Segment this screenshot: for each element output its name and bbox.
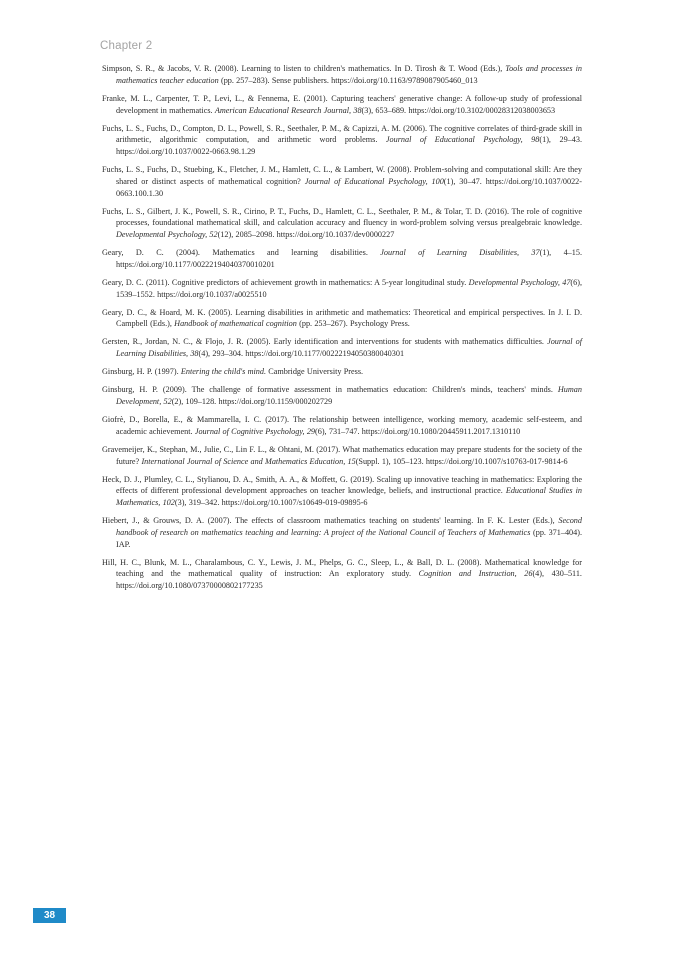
reference-source-title: American Educational Research Journal, 38	[214, 105, 362, 115]
reference-entry	[102, 206, 582, 241]
reference-text: Geary, D. C. (2011). Cognitive predictors of achievement growth in mathematics: A 5-year longitudinal study.	[102, 277, 469, 287]
reference-source-title: Second handbook of research on mathematics teaching and learning: A project of the National Council of Teachers of Mathematics	[116, 516, 582, 537]
reference-source-title: Journal of Educational Psychology, 98	[385, 135, 540, 145]
reference-source-title: Entering the child's mind.	[180, 367, 267, 377]
reference-text: Simpson, S. R., & Jacobs, V. R. (2008). Learning to listen to children's mathematics. In D. Tirosh & T. Wood (Eds.),	[102, 64, 506, 73]
reference-source-title: Tools and processes in mathematics teacher education	[116, 64, 583, 85]
reference-details: (3), 653–689. https://doi.org/10.3102/00028312038003653	[361, 105, 556, 115]
reference-text: Ginsburg, H. P. (2009). The challenge of formative assessment in mathematics education: Children's minds, teachers' minds.	[102, 385, 558, 395]
reference-details: (pp. 257–283). Sense publishers. https://doi.org/10.1163/9789087905460_013	[218, 75, 478, 85]
reference-list	[102, 63, 582, 598]
reference-entry	[102, 336, 582, 359]
reference-entry	[102, 444, 582, 467]
chapter-header: Chapter 2	[100, 40, 153, 52]
reference-source-title: Developmental Psychology, 52	[116, 230, 218, 239]
reference-entry	[102, 414, 582, 437]
reference-entry	[102, 93, 582, 116]
reference-entry	[102, 164, 582, 199]
reference-source-title: Handbook of mathematical cognition	[174, 319, 297, 329]
reference-source-title: Developmental Psychology, 47	[468, 277, 571, 287]
page-number-badge: 38	[33, 908, 66, 923]
reference-entry	[102, 557, 582, 592]
reference-text: Fuchs, L. S., Gilbert, J. K., Powell, S. R., Cirino, P. T., Fuchs, D., Hamlett, C. L., Seethaler, P. M., & Tolar, T. D. (2016). The role of cognitive processes, foundational mathematical skill, and calculation accuracy and fluency in word-problem solving versus prealgebraic knowledge.	[102, 206, 582, 228]
reference-text: Geary, D. C., & Hoard, M. K. (2005). Learning disabilities in arithmetic and mathematics: Theoretical and empirical perspectives. In J. I. D. Campbell (Eds.),	[102, 307, 582, 329]
reference-text: Fuchs, L. S., Fuchs, D., Stuebing, K., Fletcher, J. M., Hamlett, C. L., & Lambert, W. (2008). Problem-solving and computational skill: Are they shared or distinct aspects of mathematical cognition?	[102, 165, 582, 186]
reference-details: (pp. 371–404). IAP.	[116, 527, 582, 549]
reference-entry	[102, 247, 582, 270]
reference-details: (3), 319–342. https://doi.org/10.1007/s10649-019-09895-6	[174, 498, 368, 508]
reference-details: (1), 29–43. https://doi.org/10.1037/0022-0663.98.1.29	[116, 135, 582, 156]
reference-entry	[102, 515, 582, 550]
reference-text: Hill, H. C., Blunk, M. L., Charalambous, C. Y., Lewis, J. M., Phelps, G. C., Sleep, L., & Ball, D. L. (2008). Mathematical knowledge for teaching and the mathematical quality of instruction: An exploratory study.	[102, 557, 582, 579]
reference-source-title: Journal of Cognitive Psychology, 29	[194, 426, 316, 436]
reference-entry	[102, 366, 582, 378]
reference-text: Gravemeijer, K., Stephan, M., Julie, C., Lin F. L., & Ohtani, M. (2017). What mathematics education may prepare students for the society of the future?	[102, 444, 582, 466]
reference-entry	[102, 474, 582, 509]
reference-entry	[102, 123, 582, 158]
reference-details: (4), 293–304. https://doi.org/10.1177/00222194050380040301	[198, 349, 405, 359]
reference-text: Hiebert, J., & Grouws, D. A. (2007). The effects of classroom mathematics teaching on students' learning. In F. K. Lester (Eds.),	[102, 516, 559, 526]
reference-details: (2), 109–128. https://doi.org/10.1159/000202729	[171, 397, 333, 407]
reference-source-title: Journal of Learning Disabilities, 37	[380, 248, 540, 258]
reference-details: (4), 430–511. https://doi.org/10.1080/07370000802177235	[116, 569, 582, 591]
reference-entry	[102, 384, 582, 407]
reference-text: Heck, D. J., Plumley, C. L., Stylianou, D. A., Smith, A. A., & Moffett, G. (2019). Scaling up innovative teaching in mathematics: Exploring the effects of different professional development approaches on teacher knowledge, beliefs, and instructional practice.	[102, 474, 582, 496]
reference-source-title: Journal of Learning Disabilities, 38	[116, 337, 582, 359]
reference-text: Fuchs, L. S., Fuchs, D., Compton, D. L., Powell, S. R., Seethaler, P. M., & Capizzi, A. M. (2006). The cognitive correlates of third-grade skill in arithmetic, algorithmic computation, and arithmetic word problems.	[102, 123, 582, 145]
reference-text: Gersten, R., Jordan, N. C., & Flojo, J. R. (2005). Early identification and interventions for students with mathematics difficulties.	[102, 337, 548, 347]
reference-source-title: Educational Studies in Mathematics, 102	[116, 486, 582, 508]
reference-details: (12), 2085–2098. https://doi.org/10.1037/dev0000227	[217, 230, 395, 239]
reference-details: (1), 30–47. https://doi.org/10.1037/0022-0663.100.1.30	[116, 176, 582, 198]
reference-source-title: Cognition and Instruction, 26	[418, 569, 533, 579]
reference-entry	[102, 63, 582, 86]
reference-text: Geary, D. C. (2004). Mathematics and learning disabilities.	[102, 248, 381, 258]
reference-entry	[102, 277, 582, 300]
reference-source-title: Human Development, 52	[116, 385, 582, 407]
reference-details: (pp. 253–267). Psychology Press.	[296, 319, 410, 329]
reference-details: (1), 4–15. https://doi.org/10.1177/00222194040370010201	[116, 248, 583, 269]
reference-details: (6), 731–747. https://doi.org/10.1080/20445911.2017.1310110	[315, 426, 521, 436]
reference-source-title: Journal of Educational Psychology, 100	[304, 176, 444, 186]
reference-text: Ginsburg, H. P. (1997).	[102, 367, 181, 377]
reference-details: (6), 1539–1552. https://doi.org/10.1037/a0025510	[116, 277, 583, 299]
reference-source-title: International Journal of Science and Mathematics Education, 15	[141, 456, 356, 466]
reference-entry	[102, 307, 582, 330]
reference-details: (Suppl. 1), 105–123. https://doi.org/10.1007/s10763-017-9814-6	[355, 456, 568, 466]
reference-text: Giofrè, D., Borella, E., & Mammarella, I. C. (2017). The relationship between intelligence, working memory, academic self-esteem, and academic achievement.	[102, 415, 582, 436]
reference-text: Franke, M. L., Carpenter, T. P., Levi, L., & Fennema, E. (2001). Capturing teachers' generative change: A follow-up study of professional development in mathematics.	[102, 93, 582, 115]
reference-details: Cambridge University Press.	[266, 367, 364, 377]
